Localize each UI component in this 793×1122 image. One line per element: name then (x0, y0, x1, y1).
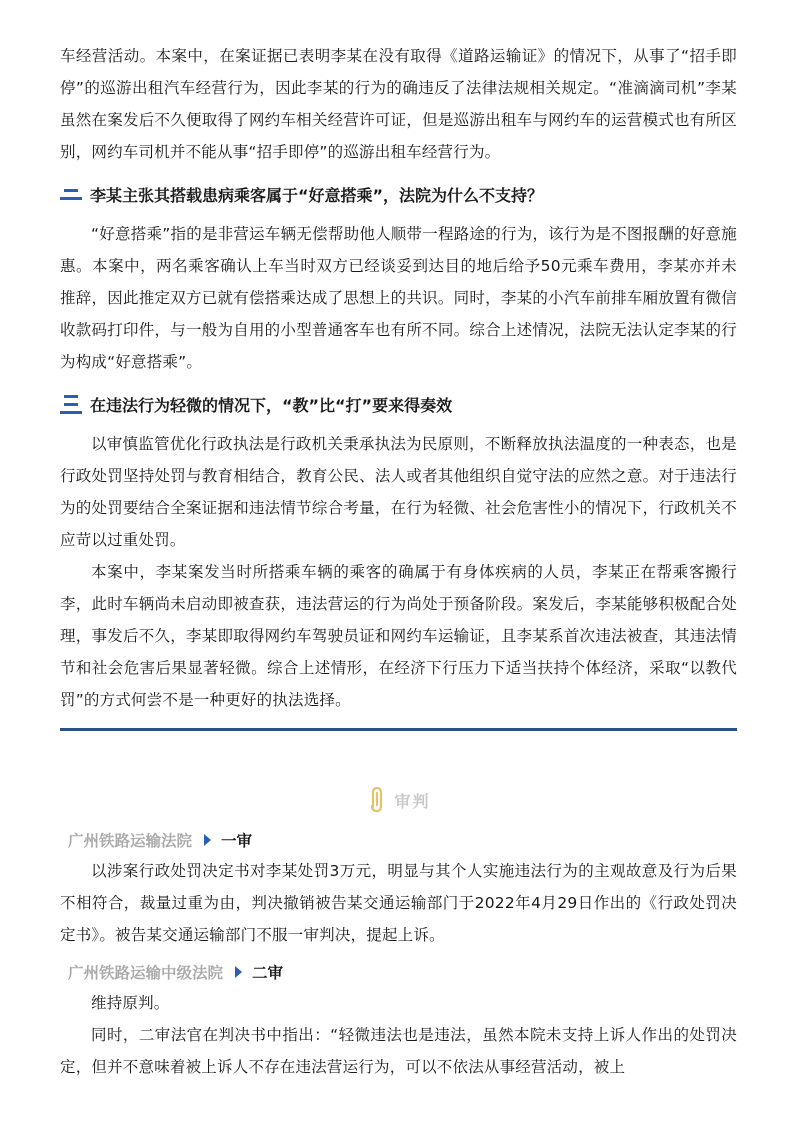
first-instance-body: 以涉案行政处罚决定书对李某处罚3万元，明显与其个人实施违法行为的主观故意及行为后果不相符合，裁量过重为由，判决撤销被告某交通运输部门于2022年4月29日作出的《行政处罚决定书》。被告某交通运输部门不服一审判决，提起上诉。 (60, 862, 737, 944)
section-heading-2 (60, 180, 737, 208)
section-heading-3 (60, 390, 737, 418)
second-instance-label: 二审 (252, 964, 284, 982)
trial-section-title (60, 781, 737, 819)
section-3-title: 在违法行为轻微的情况下，“教”比“打”要来得奏效 (90, 395, 453, 415)
trial-section-label: 审判 (394, 791, 431, 811)
chinese-numeral-two-icon (60, 186, 82, 202)
section-2-body: “好意搭乘”指的是非营运车辆无偿帮助他人顺带一程路途的行为，该行为是不图报酬的好意施惠。本案中，两名乘客确认上车当时双方已经谈妥到达目的地后给予50元乘车费用，李某亦并未推辞，因此推定双方已就有偿搭乘达成了思想上的共识。同时，李某的小汽车前排车厢放置有微信收款码打印件，与一般为自用的小型普通客车也有所不同。综合上述情况，法院无法认定李某的行为构成“好意搭乘”。 (60, 225, 737, 371)
section-3-body-1: 以审慎监管优化行政执法是行政机关秉承执法为民原则，不断释放执法温度的一种表态，也是行政处罚坚持处罚与教育相结合，教育公民、法人或者其他组织自觉守法的应然之意。对于违法行为的处罚要结合全案证据和违法情节综合考量，在行为轻微、社会危害性小的情况下，行政机关不应苛以过重处罚。 (60, 435, 737, 549)
second-instance-line (60, 957, 737, 987)
section-3-body-2: 本案中，李某案发当时所搭乘车辆的乘客的确属于有身体疾病的人员，李某正在帮乘客搬行李，此时车辆尚未启动即被查获，违法营运的行为尚处于预备阶段。案发后，李某能够积极配合处理，事发后不久，李某即取得网约车驾驶员证和网约车运输证，且李某系首次违法被查，其违法情节和社会危害后果显著轻微。综合上述情形，在经济下行压力下适当扶持个体经济，采取“以教代罚”的方式何尝不是一种更好的执法选择。 (60, 563, 737, 709)
second-instance-body-2: 同时，二审法官在判决书中指出：“轻微违法也是违法，虽然本院未支持上诉人作出的处罚决定，但并不意味着被上诉人不存在违法营运行为，可以不依法从事经营活动，被上 (60, 1026, 737, 1076)
article-page (60, 40, 737, 1083)
section-2-title: 李某主张其搭载患病乘客属于“好意搭乘”，法院为什么不支持？ (90, 185, 544, 205)
second-instance-body-1: 维持原判。 (91, 994, 170, 1012)
triangle-right-icon (204, 834, 211, 846)
second-instance-court: 广州铁路运输中级法院 (68, 964, 224, 982)
first-instance-label: 一审 (221, 832, 253, 850)
triangle-right-icon (235, 966, 242, 978)
chinese-numeral-three-icon (60, 392, 82, 416)
first-instance-court: 广州铁路运输法院 (68, 832, 193, 850)
divider-rule (60, 728, 737, 731)
paperclip-icon (366, 785, 388, 815)
first-instance-line (60, 825, 737, 855)
intro-paragraph: 车经营活动。本案中，在案证据已表明李某在没有取得《道路运输证》的情况下，从事了“招手即停”的巡游出租汽车经营行为，因此李某的行为的确违反了法律法规相关规定。“准滴滴司机”李某虽然在案发后不久便取得了网约车相关经营许可证，但是巡游出租车与网约车的运营模式也有所区别，网约车司机并不能从事“招手即停”的巡游出租车经营行为。 (60, 47, 737, 161)
